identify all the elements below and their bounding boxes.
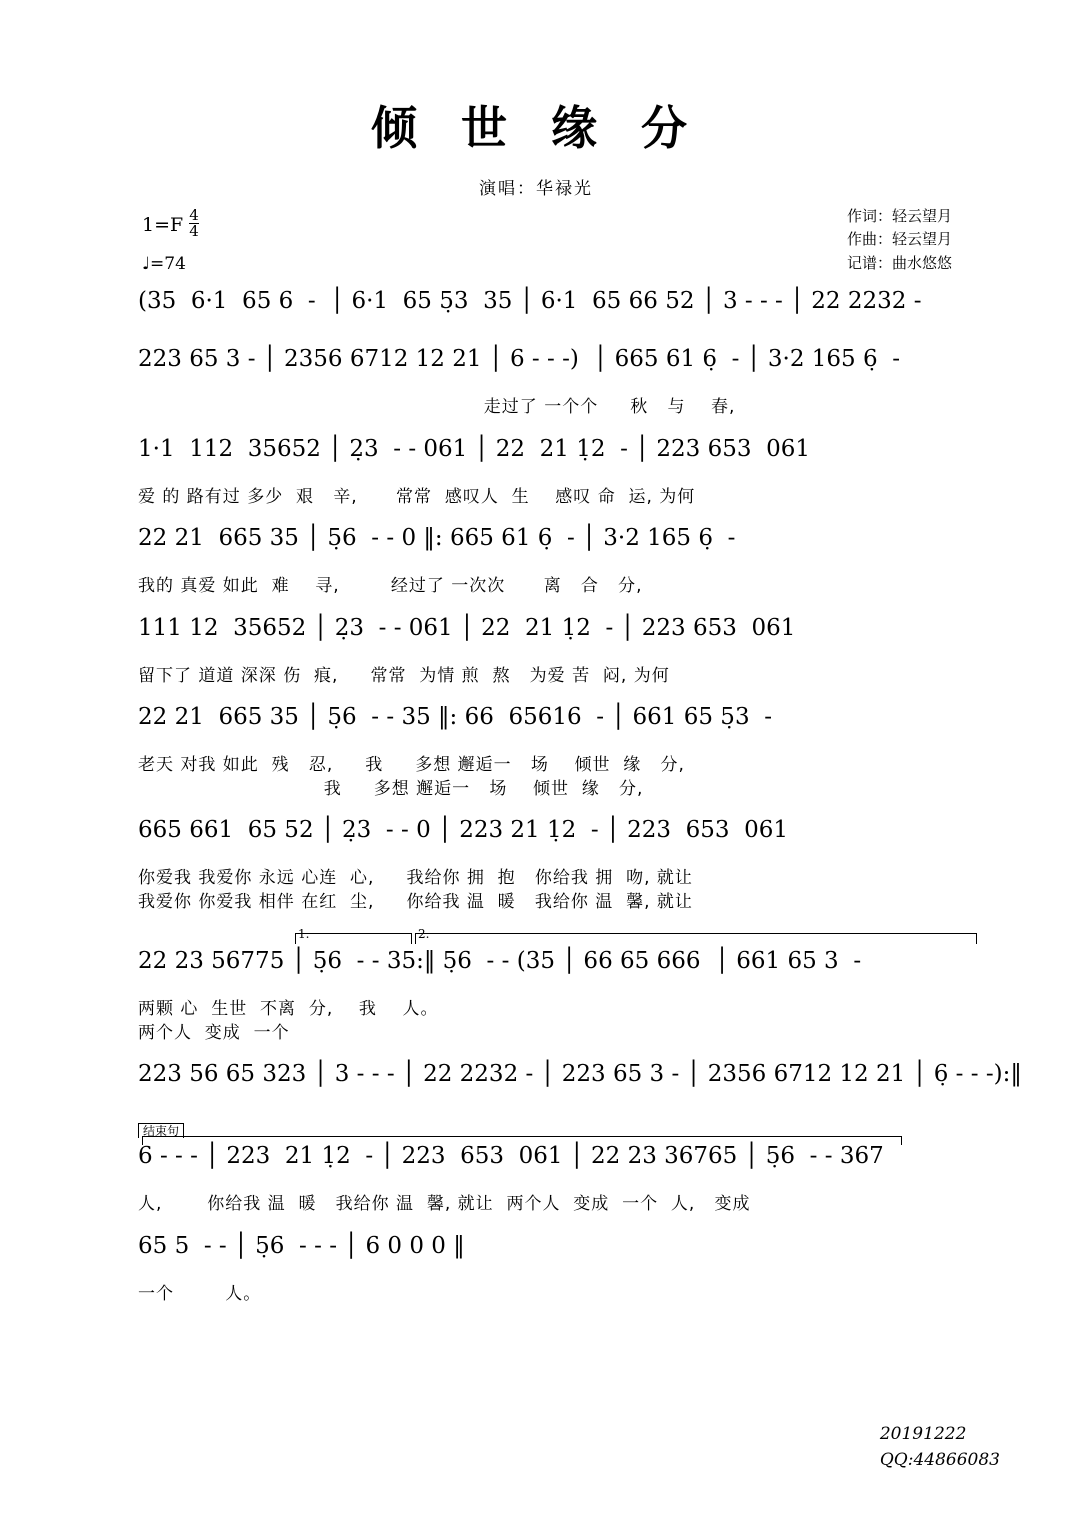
ending-section-marker: 结束句 (60, 1118, 1012, 1132)
score-block-9 (60, 1060, 1022, 1104)
repeat-bracket-row (60, 929, 1012, 947)
notation-line: 111 12 35652 │ 2̣3 - - 061 │ 22 21 1̣2 - │ 223 653 061 (138, 614, 796, 641)
second-ending-bracket (415, 933, 977, 944)
transcriber-credit: 记谱：曲水悠悠 (846, 253, 952, 272)
singer-credit: 演唱：华禄光 (479, 179, 593, 199)
notation-line: 223 65 3 - │ 2356 6712 12 21 │ 6 - - -) │ 665 61 6̣ - │ 3·2 165 6̣ - (138, 346, 901, 372)
key-tempo-block (142, 206, 199, 274)
notation-line: 665 661 65 52 │ 2̣3 - - 0 │ 223 21 1̣2 - │ 223 653 061 (138, 817, 789, 843)
lyric-line: 我的 真爱 如此 难 寻, 经过了 一次次 离 合 分, (138, 576, 643, 596)
staff-area (60, 287, 1022, 1307)
lyric-line: 两颗 心 生世 不离 分, 我 人。 (138, 999, 439, 1019)
notation-line: 6 - - - │ 223 21 1̣2 - │ 223 653 061 │ 22 23 36765 │ 5̣6 - - 367 (138, 1143, 884, 1169)
lyricist-credit: 作词：轻云望月 (846, 207, 952, 225)
time-signature: $\frac{4}{4}$ (189, 206, 199, 240)
score-block-11 (60, 1232, 1012, 1308)
notation-line: 22 23 56775 │ 5̣6 - - 35:‖ 5̣6 - - (35 │ 66 65 666 │ 661 65 3 - (138, 948, 862, 974)
lyric-line: 你爱我 我爱你 永远 心连 心, 我给你 拥 抱 你给我 拥 吻, 就让 (138, 868, 693, 888)
date-stamp: 20191222 (879, 1424, 967, 1444)
notation-line: 223 56 65 323 │ 3 - - - │ 22 2232 - │ 223 65 3 - │ 2356 6712 12 21 │ 6̣ - - -):‖ (138, 1061, 1022, 1087)
notation-line: 22 21 665 35 │ 5̣6 - - 35 ‖: 66 65616 - │ 661 65 5̣3 - (138, 704, 772, 730)
score-block-3 (60, 435, 1012, 511)
score-block-6 (60, 703, 1012, 802)
score-block-1 (60, 287, 1012, 331)
qq-contact: QQ:44866083 (879, 1449, 1000, 1470)
notation-line: 1·1 112 35652 │ 2̣3 - - 061 │ 22 21 1̣2 - │ 223 653 061 (138, 435, 811, 462)
lyric-line-verse2: 我 多想 邂逅一 场 倾世 缘 分, (138, 778, 644, 799)
lyric-line: 老天 对我 如此 残 忍, 我 多想 邂逅一 场 倾世 缘 分, (138, 755, 685, 775)
second-ending-label: 2. (418, 927, 430, 941)
first-ending-label: 1. (298, 927, 310, 941)
notation-line: 65 5 - - │ 5̣6 - - - │ 6 0 0 0 ‖ (138, 1232, 465, 1259)
lyric-line-verse2: 我爱你 你爱我 相伴 在红 尘, 你给我 温 暖 我给你 温 馨, 就让 (138, 891, 693, 912)
lyric-line: 走过了 一个个 秋 与 春, (138, 397, 736, 417)
lyric-line: 一个 人。 (138, 1283, 262, 1304)
ending-section-line (60, 1132, 1012, 1142)
tempo-marking: ♩=74 (142, 254, 186, 274)
composer-credit: 作曲：轻云望月 (846, 230, 952, 249)
score-block-8 (60, 947, 1012, 1046)
score-block-2 (60, 345, 1012, 421)
score-block-4 (60, 524, 1012, 600)
notation-line: (35 6·1 65 6 - │ 6·1 65 5̣3 35 │ 6·1 65 66 52 │ 3 - - - │ 22 2232 - (138, 288, 922, 314)
score-block-5 (60, 614, 1012, 690)
metadata-row (60, 205, 1012, 281)
sheet-music-page (0, 92, 1072, 1529)
notation-line: 22 21 665 35 │ 5̣6 - - 0 ‖: 665 61 6̣ - │ 3·2 165 6̣ - (138, 525, 736, 551)
footer-block (880, 1422, 1000, 1473)
page-title: 倾 世 缘 分 (370, 101, 702, 155)
lyric-line: 留下了 道道 深深 伤 痕, 常常 为情 煎 熬 为爱 苦 闷, 为何 (138, 665, 670, 686)
lyric-line: 爱 的 路有过 多少 艰 辛, 常常 感叹人 生 感叹 命 运, 为何 (138, 486, 696, 507)
lyric-line: 人, 你给我 温 暖 我给你 温 馨, 就让 两个人 变成 一个 人, 变成 (138, 1194, 751, 1214)
score-block-10 (60, 1142, 1012, 1218)
credits-block (847, 205, 952, 275)
first-ending-bracket (295, 933, 412, 944)
score-block-7 (60, 816, 1012, 915)
key-signature: 1=F (142, 213, 184, 236)
lyric-line-verse2: 两个人 变成 一个 (138, 1022, 290, 1043)
